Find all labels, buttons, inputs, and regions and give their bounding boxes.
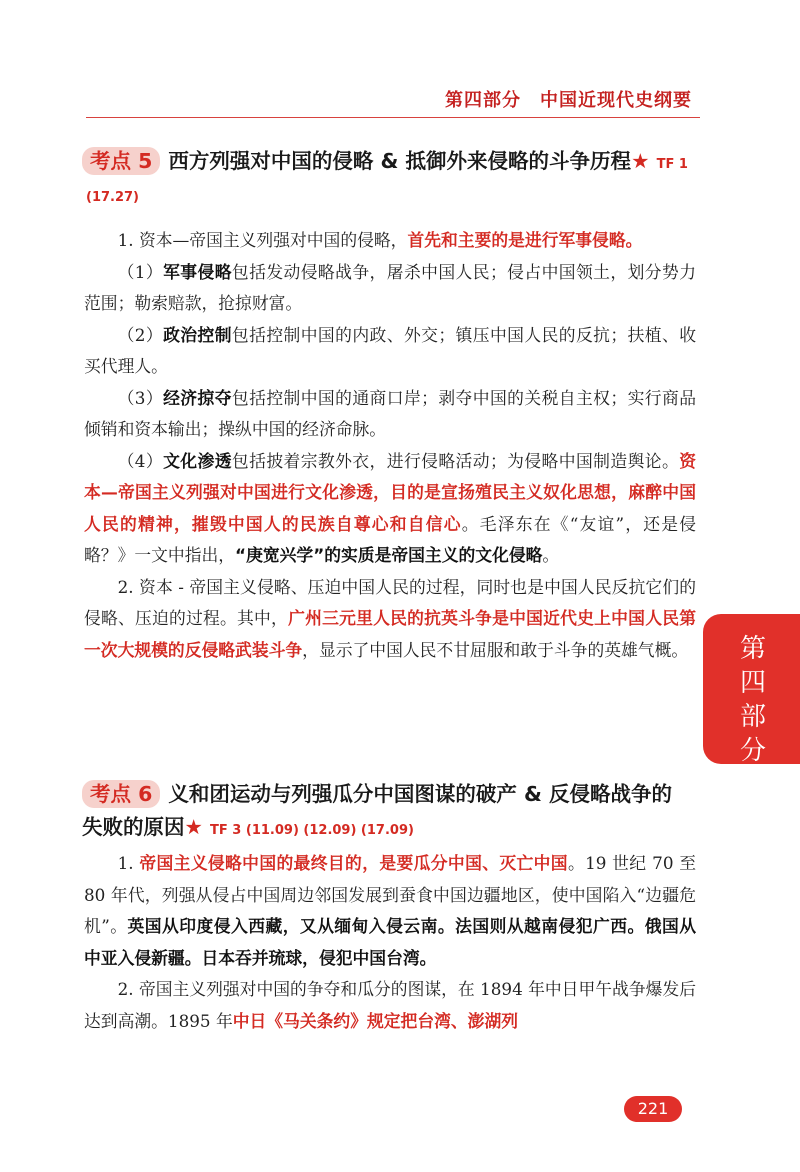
text-run: 。毛泽东在《“友谊”，还是侵略？》一文中指出，	[84, 513, 696, 565]
keyword: 军事侵略	[163, 261, 232, 282]
paragraph	[84, 257, 696, 320]
section-5-badge: 考点 5	[82, 147, 160, 175]
paragraph	[84, 974, 696, 1037]
section-6-title-cont: 失败的原因	[82, 815, 185, 839]
paragraph	[84, 320, 696, 383]
text-run: 。	[542, 545, 560, 565]
section-5-body	[84, 225, 696, 666]
highlight-text: 中日《马关条约》规定把台湾、澎湖列	[232, 1010, 519, 1031]
running-header-title: 第四部分 中国近现代史纲要	[445, 90, 692, 111]
highlight-text: 资本—帝国主义列强对中国进行文化渗透，目的是宣扬殖民主义奴化思想，麻醉中国人民的精神，摧毁中国人的民族自尊心和自信心	[84, 450, 696, 534]
text-run: （2）	[117, 324, 164, 345]
text-run: 1.	[117, 853, 140, 873]
section-6-heading	[82, 778, 702, 847]
section-6-body	[84, 848, 696, 1037]
star-icon: ★	[184, 815, 203, 839]
keyword: 经济掠夺	[163, 387, 232, 408]
paragraph	[84, 572, 696, 667]
text-run: 。19 世纪 70 至 80 年代，列强从侵占中国周边邻国发展到蚕食中国边疆地区，使中国陷入“边疆危机”。	[84, 853, 696, 936]
text-run: （4）	[117, 450, 164, 471]
keyword: “庚宽兴学”的实质是帝国主义的文化侵略	[235, 545, 543, 565]
text-run: （1）	[117, 261, 164, 282]
paragraph	[84, 848, 696, 974]
section-5-title: 西方列强对中国的侵略 & 抵御外来侵略的斗争历程	[168, 149, 632, 173]
page-header	[0, 0, 800, 120]
section-5-heading	[82, 145, 702, 181]
highlight-text: 首先和主要的是进行军事侵略。	[407, 230, 643, 250]
text-run: 包括发动侵略战争，屠杀中国人民；侵占中国领土，划分势力范围；勒索赔款，抢掠财富。	[84, 261, 696, 313]
section-side-tab	[703, 614, 800, 764]
section-6-badge: 考点 6	[82, 780, 160, 808]
keyword: 政治控制	[163, 324, 232, 345]
side-tab-label: 第四部分	[739, 634, 766, 766]
header-divider	[86, 117, 700, 118]
page-number: 221	[624, 1096, 682, 1122]
text-run: 包括控制中国的通商口岸；剥夺中国的关税自主权；实行商品倾销和资本输出；操纵中国的经济命脉。	[84, 387, 696, 439]
text-run: （3）	[117, 387, 164, 408]
star-icon: ★	[631, 149, 650, 173]
paragraph	[84, 446, 696, 572]
paragraph	[84, 383, 696, 446]
text-run: ，显示了中国人民不甘屈服和敢于斗争的英雄气概。	[302, 639, 689, 660]
text-run: 包括控制中国的内政、外交；镇压中国人民的反抗；扶植、收买代理人。	[84, 324, 696, 376]
highlight-text: 帝国主义侵略中国的最终目的，是要瓜分中国、灭亡中国	[139, 853, 568, 873]
section-6-tf: TF 3 (11.09) (12.09) (17.09)	[210, 823, 414, 838]
text-run: 包括披着宗教外衣，进行侵略活动；为侵略中国制造舆论。	[231, 450, 680, 471]
section-6-title: 义和团运动与列强瓜分中国图谋的破产 & 反侵略战争的	[168, 782, 673, 806]
section-5-tf: TF 1	[656, 157, 688, 172]
text-run: 1. 资本—帝国主义列强对中国的侵略，	[117, 230, 408, 250]
text-run: 2. 资本 - 帝国主义侵略、压迫中国人民的过程，同时也是中国人民反抗它们的侵略、压迫的过程。其中，	[84, 576, 696, 628]
keyword: 英国从印度侵入西藏，又从缅甸入侵云南。法国则从越南侵犯广西。俄国从中亚入侵新疆。日本吞并琉球，侵犯中国台湾。	[84, 916, 696, 968]
highlight-text: 广州三元里人民的抗英斗争是中国近代史上中国人民第一次大规模的反侵略武装斗争	[84, 608, 696, 660]
paragraph	[84, 225, 696, 257]
section-5-years: (17.27)	[86, 190, 140, 205]
text-run: 2. 帝国主义列强对中国的争夺和瓜分的图谋，在 1894 年中日甲午战争爆发后达到高潮。1895 年	[84, 979, 696, 1031]
keyword: 文化渗透	[163, 450, 232, 471]
